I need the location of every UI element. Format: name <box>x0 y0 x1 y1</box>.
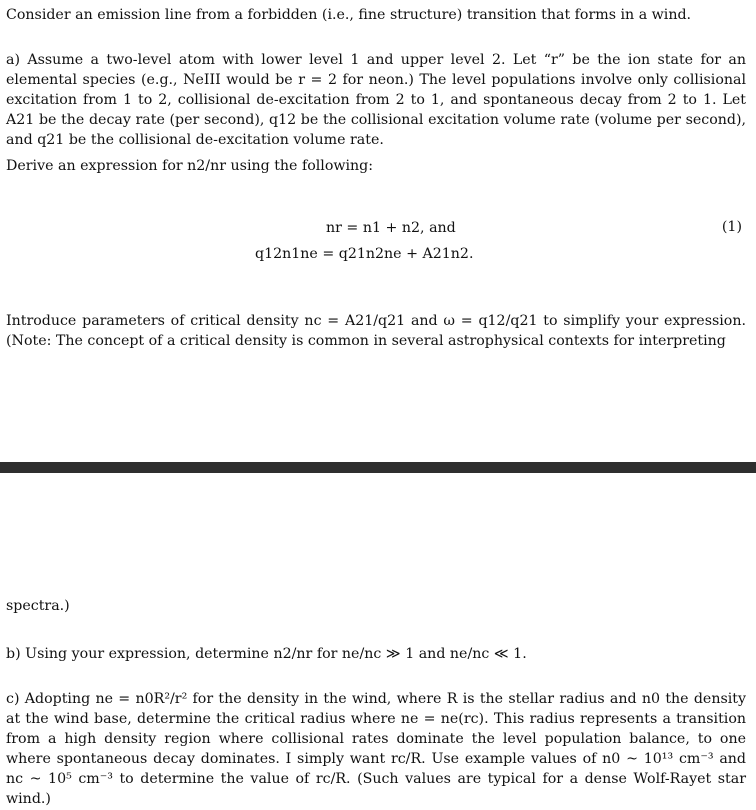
equation-line-2: q12n1ne = q21n2ne + A21n2. <box>255 246 474 262</box>
equation-number: (1) <box>721 219 742 235</box>
blank-gap <box>0 473 756 593</box>
critical-density-paragraph: Introduce parameters of critical density nc = A21/q21 and ω = q12/q21 to simplify your expression. (Note: The concept of a critical density is common in several astrophysical contexts for interpreting <box>6 313 746 349</box>
part-b-paragraph: b) Using your expression, determine n2/nr for ne/nc ≫ 1 and ne/nc ≪ 1. <box>6 646 527 662</box>
page-break-bar <box>0 462 756 473</box>
part-a-paragraph: a) Assume a two-level atom with lower level 1 and upper level 2. Let “r” be the ion state for an elemental species (e.g., NeIII would be r = 2 for neon.) The level populations involve only collisional excitation from 1 to 2, collisional de-excitation from 2 to 1, and spontaneous decay from 2 to 1. Let A21 be the decay rate (per second), q12 be the collisional excitation volume rate (volume per second), and q21 be the collisional de-excitation volume rate. <box>6 52 746 148</box>
continuation-text: spectra.) <box>6 598 70 614</box>
derive-instruction: Derive an expression for n2/nr using the following: <box>6 158 374 174</box>
intro-paragraph: Consider an emission line from a forbidden (i.e., fine structure) transition that forms in a wind. <box>6 7 692 23</box>
part-c-paragraph: c) Adopting ne = n0R²/r² for the density in the wind, where R is the stellar radius and n0 the density at the wind base, determine the critical radius where ne = ne(rc). This radius represents a transition from a high density region where collisional rates dominate the level population balance, to one where spontaneous decay dominates. I simply want rc/R. Use example values of n0 ~ 10¹³ cm⁻³ and nc ~ 10⁵ cm⁻³ to determine the value of rc/R. (Such values are typical for a dense Wolf-Rayet star wind.) <box>6 691 746 807</box>
equation-line-1: nr = n1 + n2, and <box>326 220 456 236</box>
